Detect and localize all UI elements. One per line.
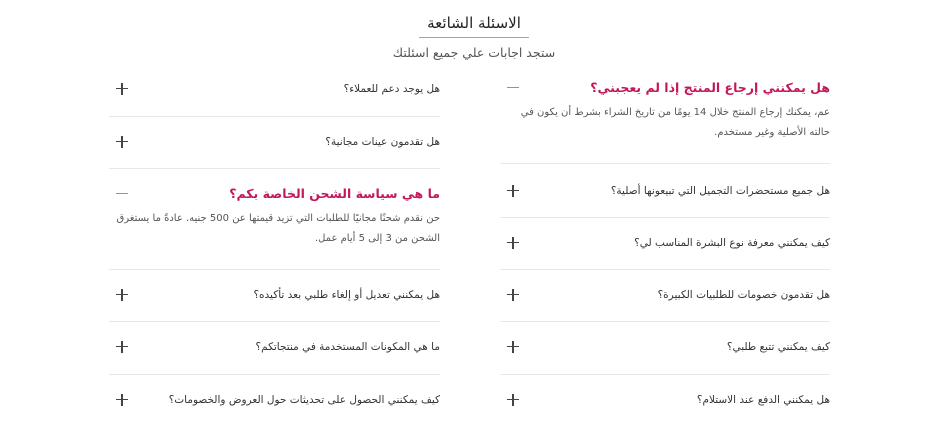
faq-question-button[interactable] [109,393,440,407]
faq-item [500,270,830,322]
faq-question: هل يمكنني إرجاع المنتج إذا لم يعجبني؟ [590,80,830,95]
faq-item [109,62,440,117]
faq-answer: حن نقدم شحنًا مجانيًا للطلبات التي تزيد قيمتها عن 500 جنيه. عادةً ما يستغرق الشحن من 3 إلى 5 أيام عمل. [116,213,440,244]
faq-question-button[interactable] [500,81,830,95]
plus-icon[interactable] [506,236,520,250]
faq-question: هل تقدمون خصومات للطلبيات الكبيرة؟ [657,289,830,301]
faq-item [109,169,440,270]
faq-question: ما هي سياسة الشحن الخاصة بكم؟ [229,186,440,201]
minus-icon[interactable] [506,81,520,95]
faq-question-button[interactable] [500,184,830,198]
faq-answer: عم، يمكنك إرجاع المنتج خلال 14 يومًا من تاريخ الشراء بشرط أن يكون في حالته الأصلية وغير مستخدم. [520,107,830,138]
faq-item [109,375,440,427]
plus-icon[interactable] [115,340,129,354]
faq-question-button[interactable] [109,340,440,354]
faq-question: ما هي المكونات المستخدمة في منتجاتكم؟ [255,341,440,353]
faq-question-button[interactable] [500,288,830,302]
plus-icon[interactable] [506,393,520,407]
faq-question: هل جميع مستحضرات التجميل التي تبيعونها أصلية؟ [610,185,830,197]
faq-question: هل تقدمون عينات مجانية؟ [325,136,440,148]
faq-question: كيف يمكنني تتبع طلبي؟ [726,341,830,353]
faq-question-button[interactable] [500,340,830,354]
plus-icon[interactable] [506,340,520,354]
plus-icon[interactable] [115,393,129,407]
faq-question: هل يمكنني تعديل أو إلغاء طلبي بعد تأكيده؟ [253,289,440,301]
plus-icon[interactable] [506,288,520,302]
faq-column-left [109,62,440,427]
page-subtitle: ستجد اجابات علي جميع اسئلتك [392,45,556,60]
faq-column-right [500,62,830,427]
faq-header [0,12,948,62]
plus-icon[interactable] [115,135,129,149]
faq-item [500,375,830,427]
title-wrap [419,12,529,38]
faq-item [500,218,830,270]
faq-question-button[interactable] [109,135,440,149]
faq-item [500,164,830,218]
faq-question: هل يوجد دعم للعملاء؟ [343,83,440,95]
plus-icon[interactable] [115,288,129,302]
title-underline [419,37,529,39]
faq-question: كيف يمكنني معرفة نوع البشرة المناسب لي؟ [634,237,830,249]
page-title: الاسئلة الشائعة [427,14,521,32]
faq-item [500,62,830,164]
faq-question-button[interactable] [500,236,830,250]
faq-item [500,322,830,375]
faq-question-button[interactable] [109,82,440,96]
faq-question-button[interactable] [109,288,440,302]
faq-question-button[interactable] [500,393,830,407]
faq-item [109,117,440,169]
plus-icon[interactable] [506,184,520,198]
faq-question: كيف يمكنني الحصول على تحديثات حول العروض والخصومات؟ [168,394,440,406]
minus-icon[interactable] [115,187,129,201]
faq-question: هل يمكنني الدفع عند الاستلام؟ [696,394,830,406]
faq-question-button[interactable] [109,187,440,201]
faq-item [109,270,440,322]
plus-icon[interactable] [115,82,129,96]
faq-item [109,322,440,375]
